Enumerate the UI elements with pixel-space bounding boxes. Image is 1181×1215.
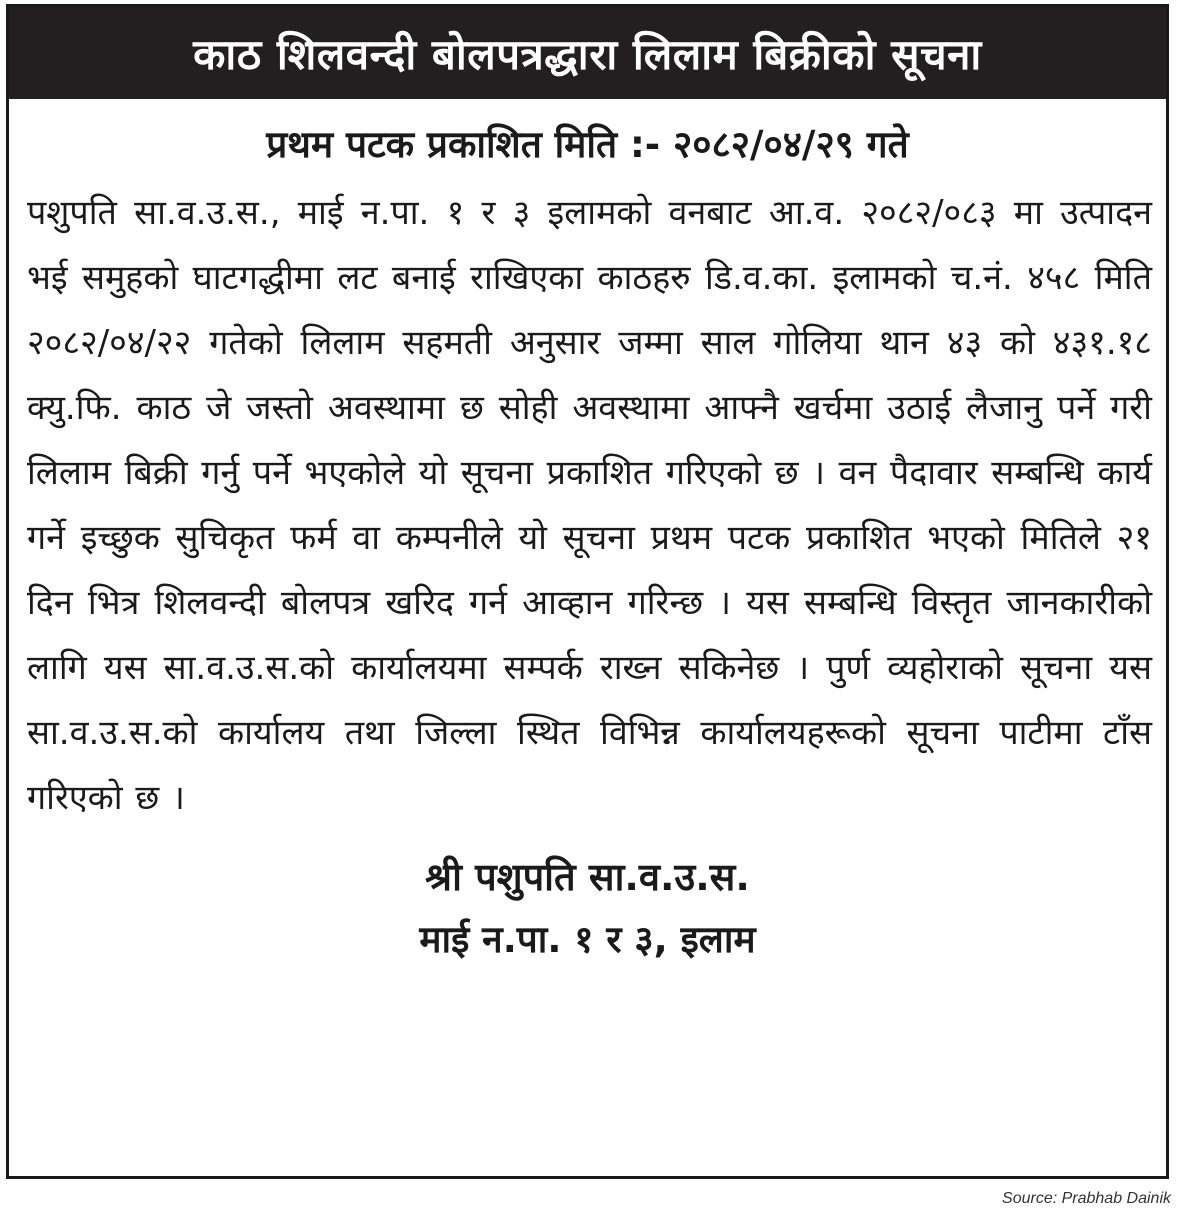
signature-address: माई न.पा. १ र ३, इलाम: [419, 918, 756, 961]
signature-organization: श्री पशुपति सा.व.उ.स.: [425, 855, 750, 899]
signature-block: [9, 845, 1166, 971]
source-credit: Source: Prabhab Dainik: [1002, 1190, 1171, 1207]
notice-box: [6, 4, 1169, 1179]
notice-body: पशुपति सा.व.उ.स., माई न.पा. १ र ३ इलामको वनबाट आ.व. २०८२/०८३ मा उत्पादन भई समुहको घाटगद्धीमा लट बनाई राखिएका काठहरु डि.व.का. इलामको च.नं. ४५८ मिति २०८२/०४/२२ गतेको लिलाम सहमती अनुसार जम्मा साल गोलिया थान ४३ को ४३१.१८ क्यु.फि. काठ जे जस्तो अवस्थामा छ सोही अवस्थामा आफ्नै खर्चमा उठाई लैजानु पर्ने गरी लिलाम बिक्री गर्नु पर्ने भएकोले यो सूचना प्रकाशित गरिएको छ । वन पैदावार सम्बन्धि कार्य गर्ने इच्छुक सुचिकृत फर्म वा कम्पनीले यो सूचना प्रथम पटक प्रकाशित भएको मितिले २१ दिन भित्र शिलवन्दी बोलपत्र खरिद गर्न आव्हान गरिन्छ । यस सम्बन्धि विस्तृत जानकारीको लागि यस सा.व.उ.स.को कार्यालयमा सम्पर्क राख्न सकिनेछ । पुर्ण व्यहोराको सूचना यस सा.व.उ.स.को कार्यालय तथा जिल्ला स्थित विभिन्न कार्यालयहरूको सूचना पाटीमा टाँस गरिएको छ ।: [27, 193, 1152, 818]
published-date: प्रथम पटक प्रकाशित मिति :- २०८२/०४/२९ गते: [266, 123, 909, 166]
notice-title: काठ शिलवन्दी बोलपत्रद्धारा लिलाम बिक्रीको सूचना: [9, 7, 1166, 99]
